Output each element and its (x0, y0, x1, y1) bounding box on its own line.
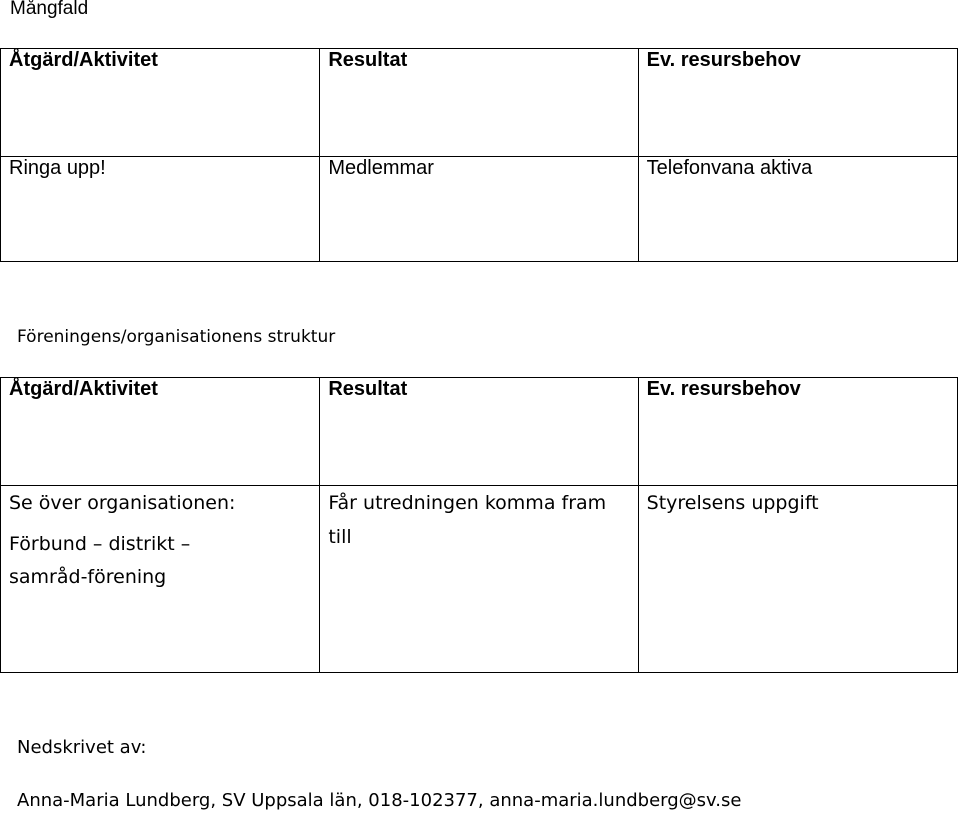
section-title: Föreningens/organisationens struktur (17, 327, 336, 347)
cell-text: Förbund – distrikt – (9, 533, 191, 555)
activity-table-2 (0, 377, 958, 673)
cell-activity: Ringa upp! (1, 157, 320, 262)
header-cell-activity: Åtgärd/Aktivitet (1, 378, 320, 486)
cell-result (320, 486, 638, 673)
table-row (1, 157, 958, 262)
page-title: Mångfald (10, 0, 89, 19)
footer-label: Nedskrivet av: (17, 737, 147, 758)
table-header-row (1, 49, 958, 157)
header-cell-resource: Ev. resursbehov (638, 378, 957, 486)
activity-table-1 (0, 48, 958, 262)
header-cell-resource: Ev. resursbehov (638, 49, 957, 157)
cell-activity (1, 486, 320, 673)
table-row (1, 486, 958, 673)
cell-text: Får utredningen komma fram (328, 492, 607, 514)
cell-text: till (328, 526, 352, 548)
cell-text: samråd-förening (9, 566, 167, 588)
cell-text: Styrelsens uppgift (646, 492, 819, 514)
cell-text: Se över organisationen: (9, 492, 236, 514)
table-header-row (1, 378, 958, 486)
header-cell-activity: Åtgärd/Aktivitet (1, 49, 320, 157)
cell-result: Medlemmar (320, 157, 638, 262)
footer-contact: Anna-Maria Lundberg, SV Uppsala län, 018-102377, anna-maria.lundberg@sv.se (17, 790, 742, 811)
header-cell-result: Resultat (320, 49, 638, 157)
cell-resource (638, 486, 957, 673)
header-cell-result: Resultat (320, 378, 638, 486)
cell-resource: Telefonvana aktiva (638, 157, 957, 262)
